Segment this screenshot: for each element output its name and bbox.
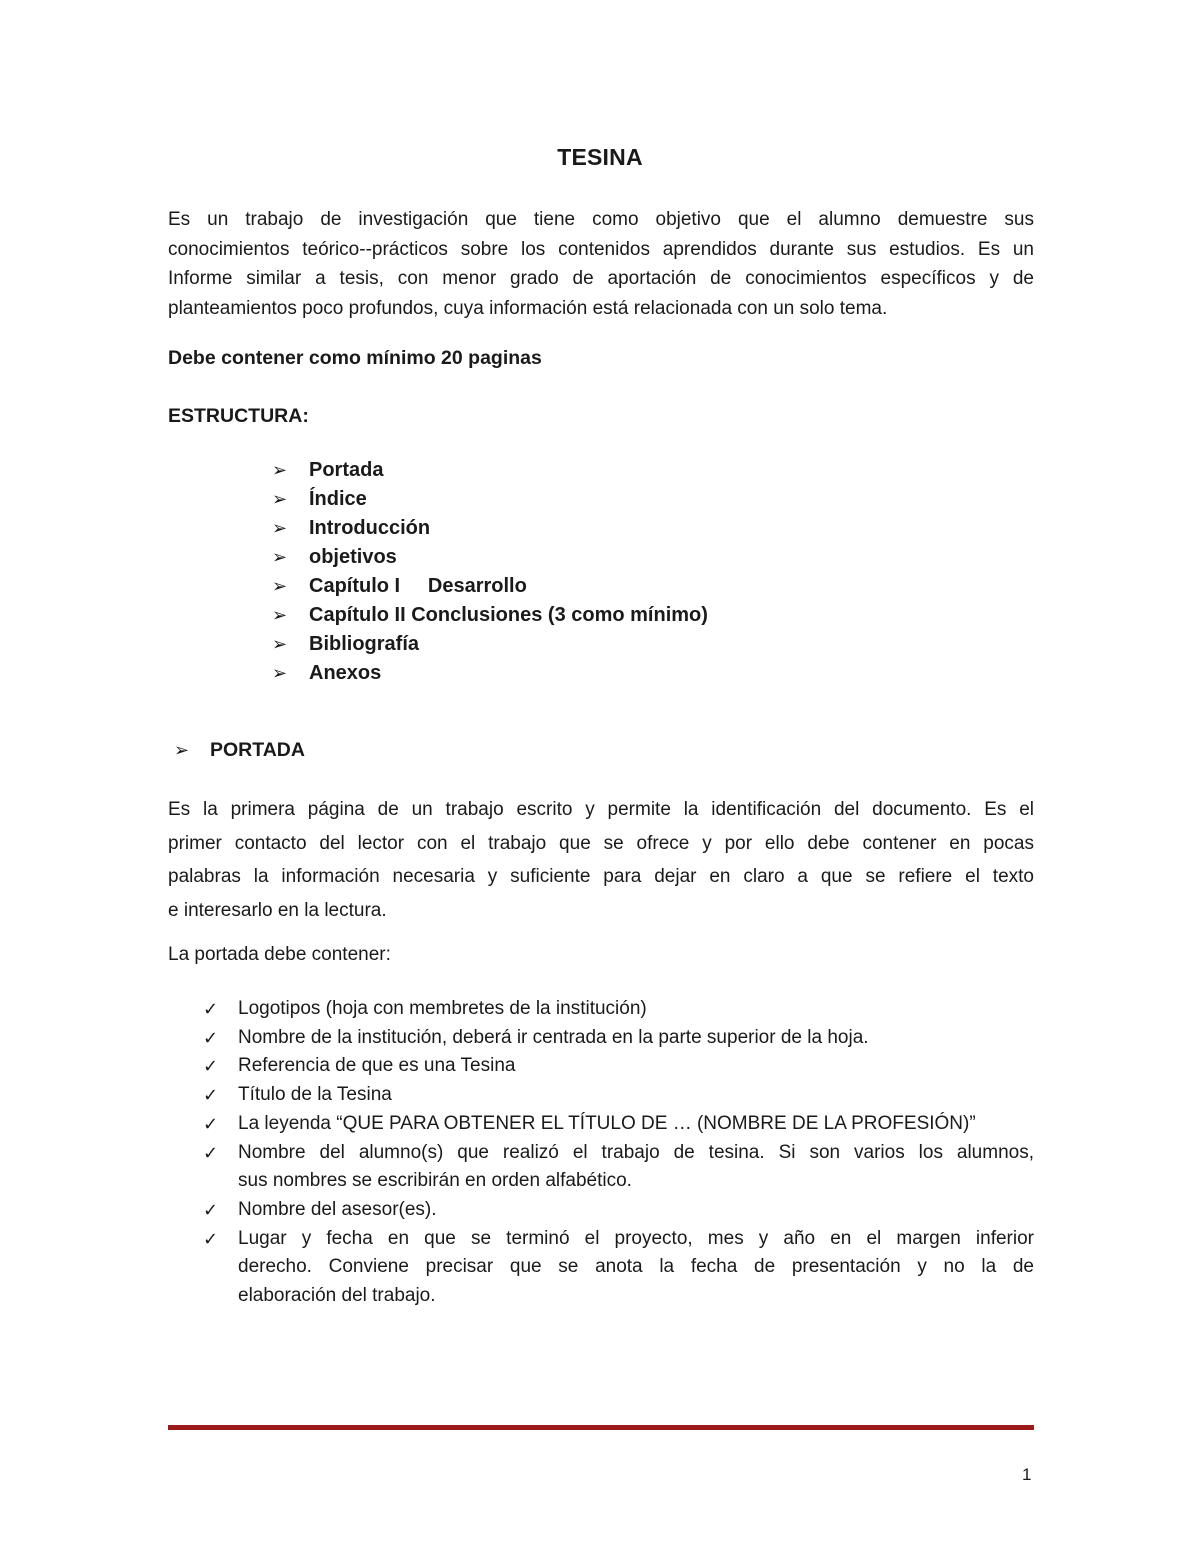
intro-line: Informe similar a tesis, con menor grado de aportación de conocimientos específicos y de [168,268,1034,289]
check-icon: ✓ [203,1142,219,1163]
intro-line: planteamientos poco profundos, cuya información está relacionada con un solo tema. [168,297,888,319]
requirement-text: Referencia de que es una Tesina [238,1055,516,1077]
arrow-bullet-icon: ➢ [174,740,190,760]
requirement-text: Nombre de la institución, deberá ir centrada en la parte superior de la hoja. [238,1026,869,1048]
check-icon: ✓ [203,1027,219,1048]
list-item [203,1196,1034,1225]
min-pages-note: Debe contener como mínimo 20 paginas [168,347,542,369]
structure-item-label: Capítulo I Desarrollo [309,575,527,597]
list-item [203,1110,1034,1139]
portada-paragraph [168,793,1034,927]
requirement-text: Nombre del asesor(es). [238,1198,437,1220]
arrow-bullet-icon: ➢ [272,460,288,480]
document-title: TESINA [557,144,643,170]
list-item [203,995,1034,1024]
check-icon: ✓ [203,1228,219,1249]
page-number: 1 [1022,1465,1032,1484]
list-item [272,485,708,514]
requirement-text: Lugar y fecha en que se terminó el proyecto, mes y año en el margen inferior [238,1227,1034,1249]
requirement-text: La leyenda “QUE PARA OBTENER EL TÍTULO DE … (NOMBRE DE LA PROFESIÓN)” [238,1112,976,1134]
list-item [272,543,708,572]
intro-line: Es un trabajo de investigación que tiene como objetivo que el alumno demuestre sus [168,209,1034,230]
list-item [272,659,708,688]
arrow-bullet-icon: ➢ [272,547,288,567]
portada-heading-label: PORTADA [210,739,305,761]
requirement-text: derecho. Conviene precisar que se anota la fecha de presentación y no la de [238,1256,1034,1278]
check-icon: ✓ [203,1113,219,1134]
list-item [203,1225,1034,1311]
arrow-bullet-icon: ➢ [272,663,288,683]
arrow-bullet-icon: ➢ [272,605,288,625]
arrow-bullet-icon: ➢ [272,576,288,596]
list-item [203,1024,1034,1053]
list-item [203,1139,1034,1196]
check-icon: ✓ [203,1085,219,1106]
list-item [272,456,708,485]
portada-line: Es la primera página de un trabajo escrito y permite la identificación del documento. Es el [168,799,1034,820]
portada-line: e interesarlo en la lectura. [168,899,387,921]
portada-heading [174,739,305,762]
estructura-heading: ESTRUCTURA: [168,405,309,427]
footer-rule [168,1425,1034,1430]
requirement-text: Nombre del alumno(s) que realizó el trabajo de tesina. Si son varios los alumnos, [238,1141,1034,1163]
check-icon: ✓ [203,1199,219,1220]
check-icon: ✓ [203,999,219,1019]
list-item [203,1052,1034,1081]
structure-item-label: Capítulo II Conclusiones (3 como mínimo) [309,604,708,626]
list-item [272,601,708,630]
check-icon: ✓ [203,1056,219,1077]
list-item [272,572,708,601]
portada-requirements-intro: La portada debe contener: [168,944,391,965]
arrow-bullet-icon: ➢ [272,518,288,538]
intro-paragraph [168,205,1034,323]
structure-list [272,456,708,688]
list-item [203,1081,1034,1110]
requirement-text: elaboración del trabajo. [238,1285,436,1307]
intro-line: conocimientos teórico--prácticos sobre los contenidos aprendidos durante sus estudios. Es un [168,238,1034,260]
portada-line: palabras la información necesaria y suficiente para dejar en claro a que se refiere el texto [168,866,1034,887]
structure-item-label: Anexos [309,662,382,684]
structure-item-label: Introducción [309,517,431,539]
list-item [272,630,708,659]
structure-item-label: Índice [309,488,367,510]
structure-item-label: Bibliografía [309,633,420,655]
requirement-text: Logotipos (hoja con membretes de la institución) [238,998,647,1019]
structure-item-label: objetivos [309,546,397,568]
requirement-text: sus nombres se escribirán en orden alfabético. [238,1170,632,1192]
requirement-text: Título de la Tesina [238,1084,392,1106]
arrow-bullet-icon: ➢ [272,634,288,654]
list-item [272,514,708,543]
arrow-bullet-icon: ➢ [272,489,288,509]
portada-line: primer contacto del lector con el trabajo que se ofrece y por ello debe contener en pocas [168,832,1034,854]
structure-item-label: Portada [309,459,384,481]
portada-requirements-list [203,995,1034,1311]
